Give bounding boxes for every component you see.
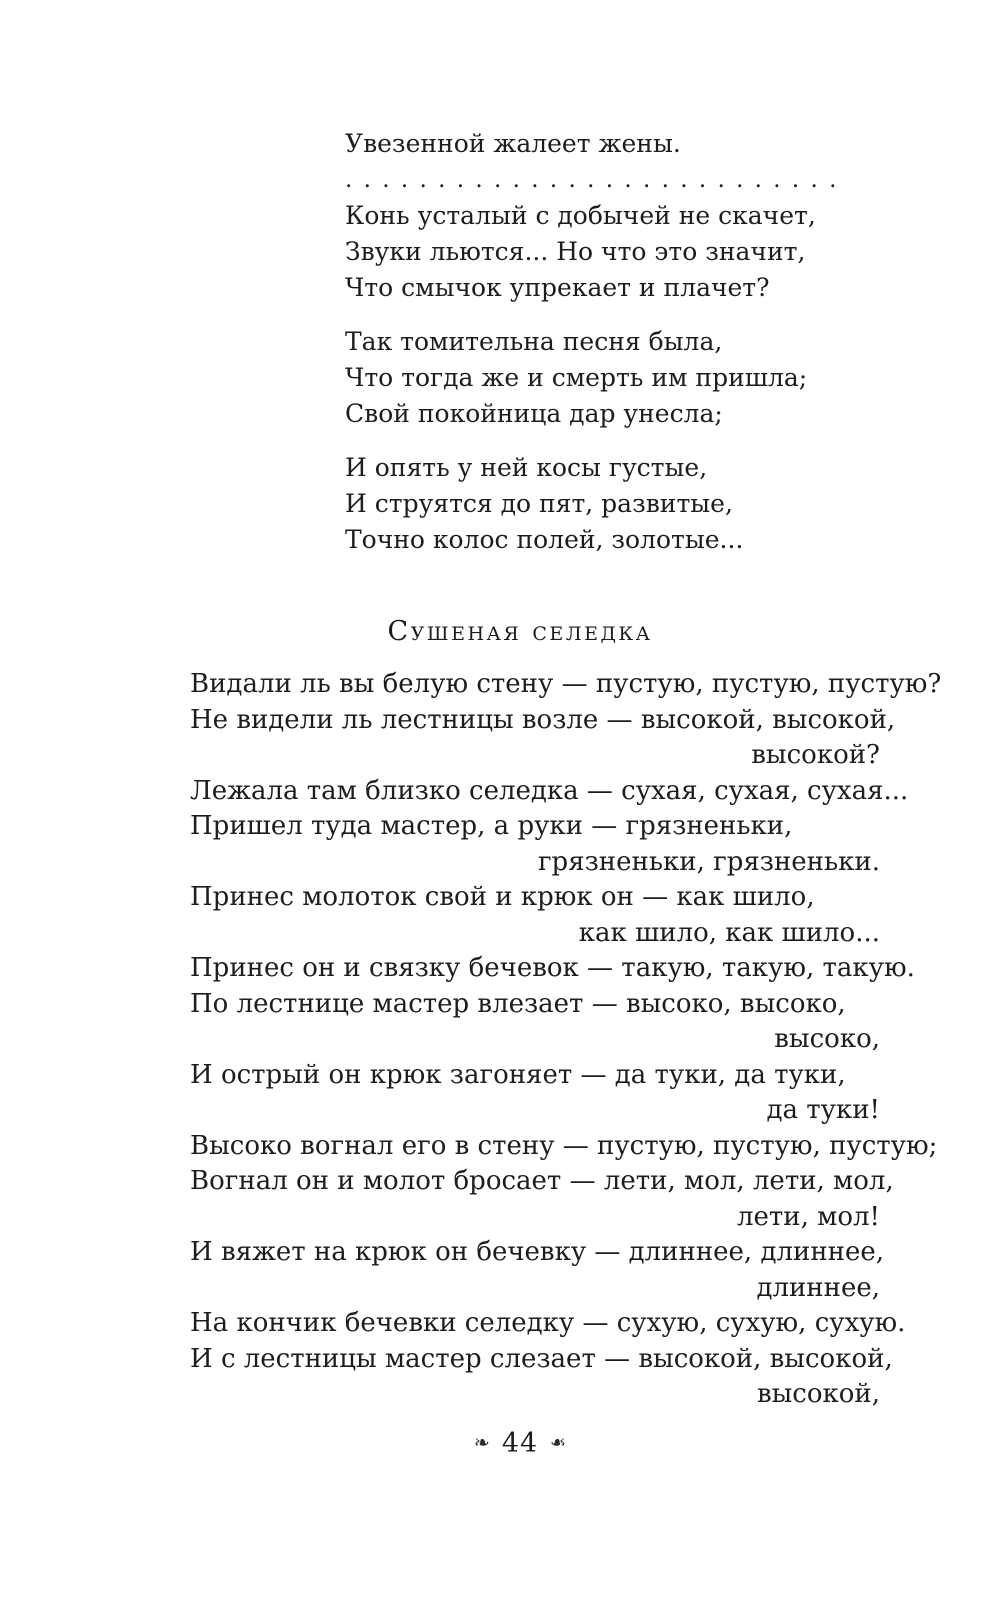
poem-line: Высоко вогнал его в стену — пустую, пустую, пустую; — [190, 1130, 938, 1161]
verse-line: Точно колос полей, золотые... — [345, 525, 744, 554]
poem-line: На кончик бечевки селедку — сухую, сухую, сухую. — [190, 1308, 906, 1338]
dots-line: . . . . . . . . . . . . . . . . . . . . . . . . . . . — [345, 167, 839, 193]
poem-line: Пришел туда мастер, а руки — грязненьки, — [190, 811, 793, 841]
poem-line: Не видели ль лестницы возле — высокой, высокой, — [190, 704, 896, 735]
fleuron-left-icon: ❧ — [473, 1432, 490, 1454]
poem-line: как шило, как шило... — [578, 917, 880, 948]
verse-line: Так томительна песня была, — [345, 327, 723, 356]
section-heading: Сушеная селедка — [387, 616, 653, 647]
verse-line: Конь усталый с добычей не скачет, — [345, 201, 816, 230]
poem-line: да туки! — [766, 1095, 880, 1125]
verse-line: Звуки льются... Но что это значит, — [345, 237, 806, 266]
top-verse-block — [345, 126, 839, 558]
poem-line: Лежала там близко селедка — сухая, сухая, сухая... — [190, 775, 909, 806]
verse-line: Свой покойница дар унесла; — [345, 399, 723, 428]
poem-line: высоко, — [774, 1024, 880, 1054]
verse-line: Что тогда же и смерть им пришла; — [345, 363, 808, 392]
poem-line: Принес молоток свой и крюк он — как шило, — [190, 882, 815, 912]
poem-line: высокой, — [756, 1379, 880, 1409]
poem-line: длиннее, — [756, 1272, 880, 1303]
poem-line: высокой? — [751, 740, 880, 770]
poem-line: По лестнице мастер влезает — высоко, высоко, — [190, 988, 846, 1019]
poem-line: И с лестницы мастер слезает — высокой, высокой, — [190, 1343, 893, 1374]
poem-line: Вогнал он и молот бросает — лети, мол, лети, мол, — [190, 1166, 894, 1196]
poem-line: грязненьки, грязненьки. — [537, 846, 880, 877]
verse-line: И опять у ней косы густые, — [345, 453, 708, 482]
poem-line: Видали ль вы белую стену — пустую, пустую, пустую? — [190, 669, 942, 699]
page-number: 44 — [501, 1428, 539, 1459]
poem-line: лети, мол! — [737, 1201, 880, 1232]
verse-line: И струятся до пят, развитые, — [345, 489, 733, 518]
verse-line: Увезенной жалеет жены. — [345, 129, 681, 158]
poem-line: И вяжет на крюк он бечевку — длиннее, длиннее, — [190, 1237, 885, 1267]
verse-line: Что смычок упрекает и плачет? — [345, 273, 770, 302]
poem-line: И острый он крюк загоняет — да туки, да туки, — [190, 1059, 846, 1090]
poem-block — [190, 667, 942, 1413]
poem-line: Принес он и связку бечевок — такую, такую, такую. — [190, 953, 915, 983]
page-footer — [160, 1428, 880, 1459]
fleuron-right-icon: ❧ — [550, 1432, 567, 1454]
